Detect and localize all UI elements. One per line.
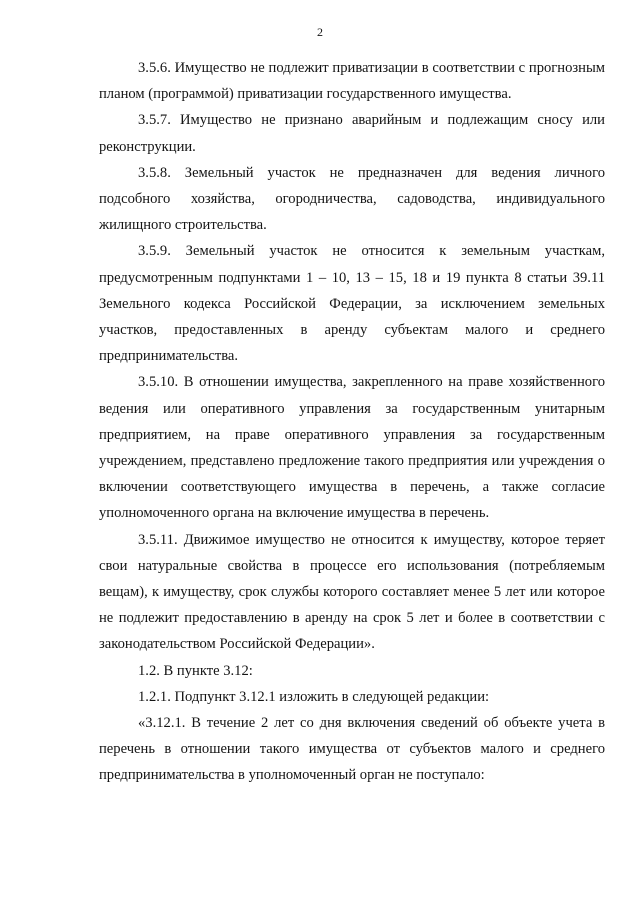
document-body <box>99 55 605 789</box>
page-number: 2 <box>317 25 323 39</box>
paragraph-3-5-11: 3.5.11. Движимое имущество не относится к имуществу, которое теряет свои натуральные свойства в процессе его использования (потребляемым вещам), к имуществу, срок службы которого составляет менее 5 лет или которое не подлежит предоставлению в аренду на срок 5 лет и более в соответствии с законодательством Российской Федерации». <box>99 531 605 653</box>
paragraph-3-5-6: 3.5.6. Имущество не подлежит приватизации в соответствии с прогнозным планом (программой) приватизации государственного имущества. <box>99 60 605 103</box>
paragraph-1-2-1: 1.2.1. Подпункт 3.12.1 изложить в следующей редакции: <box>138 688 490 705</box>
paragraph-1-2: 1.2. В пункте 3.12: <box>138 662 253 679</box>
paragraph-3-5-9: 3.5.9. Земельный участок не относится к земельным участкам, предусмотренным подпунктами 1 – 10, 13 – 15, 18 и 19 пункта 8 статьи 39.11 Земельного кодекса Российской Федерации, за исключением земельных участков, предоставленных в аренду субъектам малого и среднего предпринимательства. <box>99 243 605 365</box>
paragraph-3-5-7: 3.5.7. Имущество не признано аварийным и подлежащим сносу или реконструкции. <box>99 112 605 155</box>
paragraph-3-12-1: «3.12.1. В течение 2 лет со дня включения сведений об объекте учета в перечень в отношении такого имущества от субъектов малого и среднего предпринимательства в уполномоченный орган не поступало: <box>99 715 605 784</box>
paragraph-3-5-10: 3.5.10. В отношении имущества, закрепленного на праве хозяйственного ведения или оперативного управления за государственным унитарным предприятием, на праве оперативного управления за государственным учреждением, представлено предложение такого предприятия или учреждения о включении соответствующего имущества в перечень, а также согласие уполномоченного органа на включение имущества в перечень. <box>99 374 605 522</box>
paragraph-3-5-8: 3.5.8. Земельный участок не предназначен для ведения личного подсобного хозяйства, огородничества, садоводства, индивидуального жилищного строительства. <box>99 164 605 234</box>
